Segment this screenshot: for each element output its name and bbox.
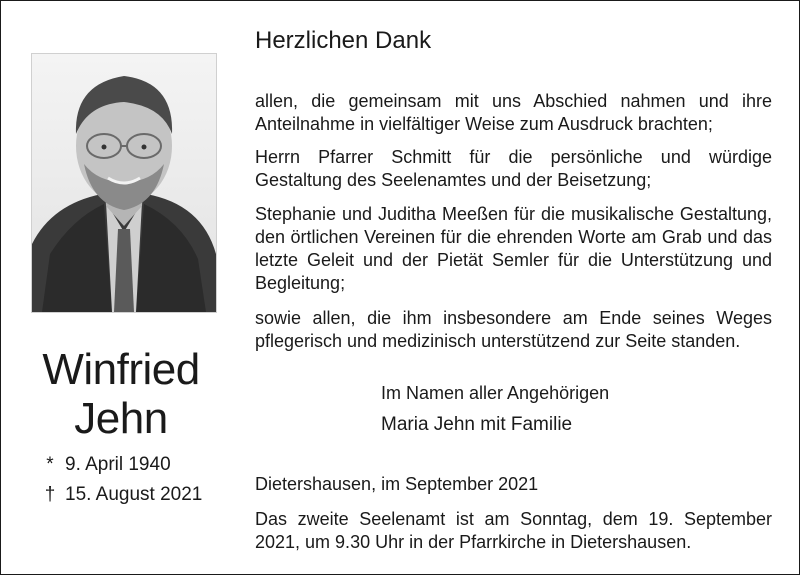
signature-intro: Im Namen aller Angehörigen [381,383,610,403]
birth-date: 9. April 1940 [65,454,171,475]
signature-name: Maria Jehn mit Familie [381,414,573,435]
deceased-last-name: Jehn [74,394,168,443]
thanks-paragraph: allen, die gemeinsam mit uns Abschied nahmen und ihre Anteilnahme in vielfältiger Weise zum Ausdruck brachten; [255,91,772,134]
thanks-paragraph: Stephanie und Juditha Meeßen für die musikalische Gestaltung, den örtlichen Vereinen für die ehrenden Worte am Grab und das letzte Geleit und der Pietät Semler für die Unterstützung und Begleitung; [255,204,772,293]
thanks-paragraph: Herrn Pfarrer Schmitt für die persönliche und würdige Gestaltung des Seelenamtes und der Beisetzung; [255,147,772,190]
death-date: 15. August 2021 [65,484,203,505]
deceased-first-name: Winfried [42,345,200,394]
service-note: Das zweite Seelenamt ist am Sonntag, dem 19. September 2021, um 9.30 Uhr in der Pfarrkirche in Dietershausen. [255,509,772,552]
thanks-heading: Herzlichen Dank [255,27,432,54]
portrait-photo [31,53,217,313]
death-cross-icon: † [44,484,56,505]
birth-star-icon: * [46,454,54,475]
death-line [39,484,202,506]
place-date: Dietershausen, im September 2021 [255,474,539,494]
thanks-paragraph: sowie allen, die ihm insbesondere am Ende seines Weges pflegerisch und medizinisch unterstützend zur Seite standen. [255,308,772,351]
birth-line [39,454,171,476]
